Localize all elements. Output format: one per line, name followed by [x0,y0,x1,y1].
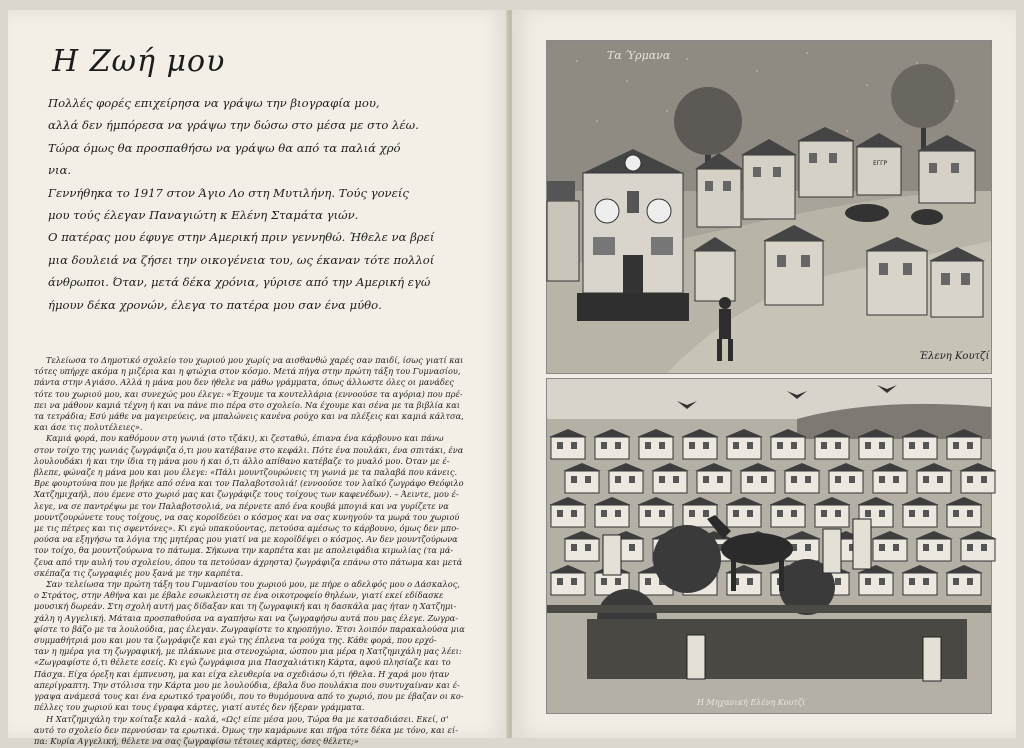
house-window [629,544,635,551]
painting-village-top [546,40,992,374]
printed-line: αυτό το σχολείο δεν περνούσαν τα ερωτικά. Όμως την καμάρωνε και πήρα τότε δέκα με τόνο, και εί- [34,724,458,735]
house-window [747,510,753,517]
house-window [909,578,915,585]
printed-line: μουσική δωρεάν. Στη σχολή αυτή μας δίδαξαν και τη ζωγραφική και η δασκάλα μας ήταν η Χατζημι- [34,601,457,612]
house-window [879,510,885,517]
house [961,539,995,561]
house-window [777,510,783,517]
house-window [967,578,973,585]
printed-line: Τελείωσα το Δημοτικό σχολείο του χωριού μου χωρίς να αισθανθώ χαρές σαν παιδί, ίσως γιατί και [46,355,464,365]
printed-line: στον τοίχο της γωνιάς ζωγράφιζα ό,τι μου κατέβαινε στο κεφάλι. Πότε ένα πουλάκι, ένα σπιτάκι, ένα [34,444,464,455]
printed-line: πει να μάθουν καμιά τέχνη ή και να πάνε πιο πέρα στο σχολείο. Να έχουμε και σένα με τα βιβλία και [34,399,460,410]
house [639,505,673,527]
painting-top-inscription: Τα Ύρμανα [607,49,671,62]
house-window [689,442,695,449]
house [609,471,643,493]
house-window [937,544,943,551]
house [903,505,937,527]
house-window [923,442,929,449]
printed-line: Χατζημιχαήλ, που έμενε στο χωριό μας και ζωγράφιζε τους τοίχους των καφενέδων). – Άειντε, μου έ- [34,489,459,500]
house-window [733,510,739,517]
house-window [557,578,563,585]
house-window [659,510,665,517]
house-window [777,442,783,449]
house [741,471,775,493]
house-window [791,442,797,449]
house-window [645,578,651,585]
printed-line: χάλη η Αγγελική. Μάταια προσπαθούσα να αγαπήσω και να ζωγραφήσω αυτά που μας έλεγε. Ζωγρα- [34,612,458,623]
house [859,437,893,459]
handwritten-line: άνθρωποι. Όταν, μετά δέκα χρόνια, γύρισε από την Αμερική εγώ [48,275,431,290]
house-window [849,476,855,483]
printed-line: βλεπε, φώναζε η μάνα μου και μου έλεγε: «Πάλι μουντζουρώνεις τη γωνιά με τα παλαβά που κάνεις. [34,467,458,478]
house-window [747,578,753,585]
house [947,505,981,527]
house-window [835,442,841,449]
house-window [879,544,885,551]
printed-line: λουλουδάκι ή και την ίδια τη μάνα μου ή και ό,τι άλλο απίθανο κατέβαζε το μυαλό μου. Όταν με έ- [34,455,450,466]
house-window [645,442,651,449]
house-window [879,476,885,483]
house [917,471,951,493]
house-window [615,476,621,483]
house [771,505,805,527]
printed-line: συμμαθήτριά μου και μου τα ζωγράφιζε και εγώ της έπλενα τα ρούχα της. Κάθε φορά, που ερχό- [34,635,437,646]
house-window [923,544,929,551]
house [551,505,585,527]
printed-line: ρούσα να εξηγήσω τα λόγια της μητέρας μου γιατί να με κοροϊδέψει ο κόσμος. Αν δεν μουντζούρωνα [34,534,458,545]
house-window [835,510,841,517]
printed-line: Καμιά φορά, που καθόμουν στη γωνιά (στο τζάκι), κι ζεσταθώ, έπιανα ένα κάρβουνο και πάνω [46,433,444,444]
printed-line: ζευα από την αυλή του σχολείου, όπου τα πετούσαν άχρηστα) ζωγράφιζα επάνω στο πάτωμα και μετά [34,556,463,567]
house [697,471,731,493]
printed-line: λεγε, να σε παντρέψω με τον Παλαβοτσολιά, να πέρνετε από ένα κουβά μπογιά και να γυρίζετε να [34,500,449,511]
printed-line: τα τετράδια; Εσύ μάθε να μαγειρεύεις, να μπαλώνεις κανένα ρούχο και να πλέξεις και καμιά κάλτσα, [34,411,464,422]
printed-line: τον τοίχο, θα μουντζούρωνα το πάτωμα. Σήκωνα την καρπέτα και με απολειφάδια κιμωλίας (τα μά- [34,545,454,556]
house [873,539,907,561]
house-window [835,578,841,585]
house-window [615,442,621,449]
house-window [601,578,607,585]
house-window [893,476,899,483]
printed-text [34,355,499,747]
house-window [659,442,665,449]
printed-line: ταν η ημέρα για τη ζωγραφική, με πλάκωνε μια στενοχώρια, ώσπου μια μέρα η Χατζημιχάλη μας λέει: [34,646,462,657]
house-window [893,544,899,551]
house-window [659,476,665,483]
printed-line: και άσε τις πολυτέλειες». [34,422,143,433]
house-window [615,510,621,517]
house [683,437,717,459]
house-window [791,510,797,517]
painting-village-bottom [546,378,992,714]
house-window [571,578,577,585]
house [595,505,629,527]
house-window [673,476,679,483]
house-window [821,510,827,517]
house-window [923,510,929,517]
house-window [747,476,753,483]
house-window [953,442,959,449]
house [653,471,687,493]
house-window [747,442,753,449]
house [639,437,673,459]
printed-line: «Ζωγραφίστε ό,τι θέλετε εσείς. Κι εγώ ζωγράφισα μια Πασχαλιάτικη Κάρτα, αφού πλησίαζε και το [34,657,451,668]
painting-top-shop-sign: ΕΓΓΡ [873,160,888,167]
house-window [733,442,739,449]
printed-line: Η Χατζημιχάλη την κοίταξε καλά - καλά, «Ως! είπε μέσα μου, Τώρα θα με κατσαδιάσει. Εκεί, σ' [46,713,449,724]
handwritten-line: αλλά δεν ήμπόρεσα να γράψω την δώσω στο μέσα με στο λέω. [48,118,419,133]
house-window [585,476,591,483]
house [565,539,599,561]
handwritten-line: Τώρα όμως θα προσπαθήσω να γράψω θα από τα παλιά χρό [48,140,401,155]
house-window [557,442,563,449]
house [565,471,599,493]
handwritten-line: Ο πατέρας μου έφυγε στην Αμερική πριν γεννηθώ. Ήθελε να βρεί [48,230,435,245]
house [961,471,995,493]
printed-line: τότε του χωριού μου, και συνεχώς μου έλεγε: «Έχουμε τα κουτελλάρια (εννοούσε τα αγόρια) που πρέ- [34,388,463,399]
house [859,573,893,595]
house-window [689,510,695,517]
house-window [791,476,797,483]
house-window [865,442,871,449]
house-window [805,476,811,483]
handwritten-text [48,92,488,316]
house [727,437,761,459]
house-window [805,544,811,551]
house-window [923,476,929,483]
house-window [967,510,973,517]
house [551,573,585,595]
house [771,437,805,459]
printed-line: τότες υπήρχε ακόμα η μιζέρια και η φτώχια στον κόσμο. Μετά πήγα στην πρώτη τάξη του Γυμνασίου, [34,366,461,377]
house-window [835,476,841,483]
house-window [981,476,987,483]
house-window [981,544,987,551]
handwritten-line: Πολλές φορές επιχείρησα να γράψω την βιογραφία μου, [48,96,380,110]
house-window [615,578,621,585]
printed-line: σκέπαζα τις ζωγραφιές μου ξανά με την καρπέτα. [34,567,244,578]
house-window [967,476,973,483]
house [947,437,981,459]
house-window [571,544,577,551]
house [815,437,849,459]
house-window [761,476,767,483]
printed-line: πέλλες του χωριού και τους έγραφα κάρτες, γιατί αυτές δεν ήξεραν γράμματα. [34,702,365,713]
house [903,437,937,459]
house [917,539,951,561]
house-window [909,442,915,449]
printed-line: απερίγραπτη. Την στόλισα την Κάρτα μου με λουλούδια, έβαλα δυο πουλάκια που συντυχαίναν και έ- [34,679,460,690]
handwritten-line: ήμουν δέκα χρονών, έλεγα το πατέρα μου σαν ένα μύθο. [48,297,382,312]
house [551,437,585,459]
house [829,471,863,493]
painting-top-signature: Έλενη Κουτζί [919,351,990,362]
house-window [937,476,943,483]
printed-line: Σαν τελείωσα την πρώτη τάξη του Γυμνασίου του χωριού μου, με πήρε ο αδελφός μου ο Δάσκαλος, [46,579,460,590]
house-window [571,510,577,517]
house-window [645,510,651,517]
printed-line: Πάσχα. Είχα όρεξη και έμπνευση, μα και είχα ελευθερία να σχεδιάσω ό,τι ήθελα. Η χαρά μου ήταν [34,668,450,679]
house-window [601,510,607,517]
printed-line: φίστε το βάζο με τα λουλούδια, μας έλεγαν. Ζωγραφίστε το κηροπήγιο. Έτσι λοιπόν παρακαλούσα μια [34,623,465,634]
house [727,505,761,527]
left-page [8,10,508,746]
handwritten-line: νια. [48,163,72,178]
house-window [923,578,929,585]
house-window [967,442,973,449]
house-window [557,510,563,517]
house-window [703,510,709,517]
house [785,471,819,493]
right-page [512,10,1016,738]
house-window [629,476,635,483]
house-window [703,476,709,483]
house-window [967,544,973,551]
printed-line: ο Στράτος, στην Αθήνα και με έβαλε εσωκλειστη σε ένα οικοτροφείο θηλέων, γιατί εκεί εδίδασκε [34,590,444,601]
house [815,505,849,527]
painting-bottom-signature: Η Μηχανική Ελένη Κουτζί [697,698,806,707]
printed-line: Βρε φουρτούνα που με βρήκε από σένα και τον Παλαβοτσολιά! (εννοούσε τον λαϊκό ζωγράφο Θεόφιλο [34,478,464,489]
handwritten-line: μου τούς έλεγαν Παναγιώτη κ Ελένη Σταμάτα γιών. [48,208,359,223]
house [595,437,629,459]
house-window [879,442,885,449]
printed-line: πάντα στην Αγιάσο. Αλλά η μάνα μου δεν ήθελε να μάθω γράμματα, όπως άλλωστε όλες οι μανάδες [34,377,454,388]
house-window [717,476,723,483]
house-window [879,578,885,585]
house-window [571,476,577,483]
printed-line: με τις πέτρες και τις σφεντόνες». Κι εγώ υπακούοντας, πετούσα αμέσως το κάρβουνο, όμως δεν μπο- [34,523,459,534]
handwritten-line: Γεννήθηκα το 1917 στον Άγιο Λο στη Μυτιλήνη. Τούς γονείς [48,185,409,200]
house [947,573,981,595]
house-window [865,510,871,517]
house-window [703,442,709,449]
house [903,573,937,595]
handwritten-line: μια δουλειά να ζήσει την οικογένεια του, ως έκαναν τότε πολλοί [48,252,435,267]
house-window [821,442,827,449]
house-window [909,510,915,517]
printed-line: μουντζουρώνετε τους τοίχους, να σας κοροϊδεύει ο κόσμος και να σας κυνηγούν τα μωρά του χωριού [34,511,460,522]
printed-line: γραψα ανάμεσά τους και ένα ερωτικό τραγούδι, που το θυμόμουνα από το χωριό, που με έβαζαν οι κο- [34,691,464,702]
house-window [601,442,607,449]
house-window [571,442,577,449]
house [873,471,907,493]
printed-line: πα: Κυρία Αγγελική, θέλετε να σας ζωγραφίσω τέτοιες κάρτες, όσες θέλετε;» [34,735,359,746]
house-window [585,544,591,551]
handwritten-title: Η Ζωή μου [52,44,226,79]
house-window [953,578,959,585]
house-window [953,510,959,517]
house-window [865,578,871,585]
